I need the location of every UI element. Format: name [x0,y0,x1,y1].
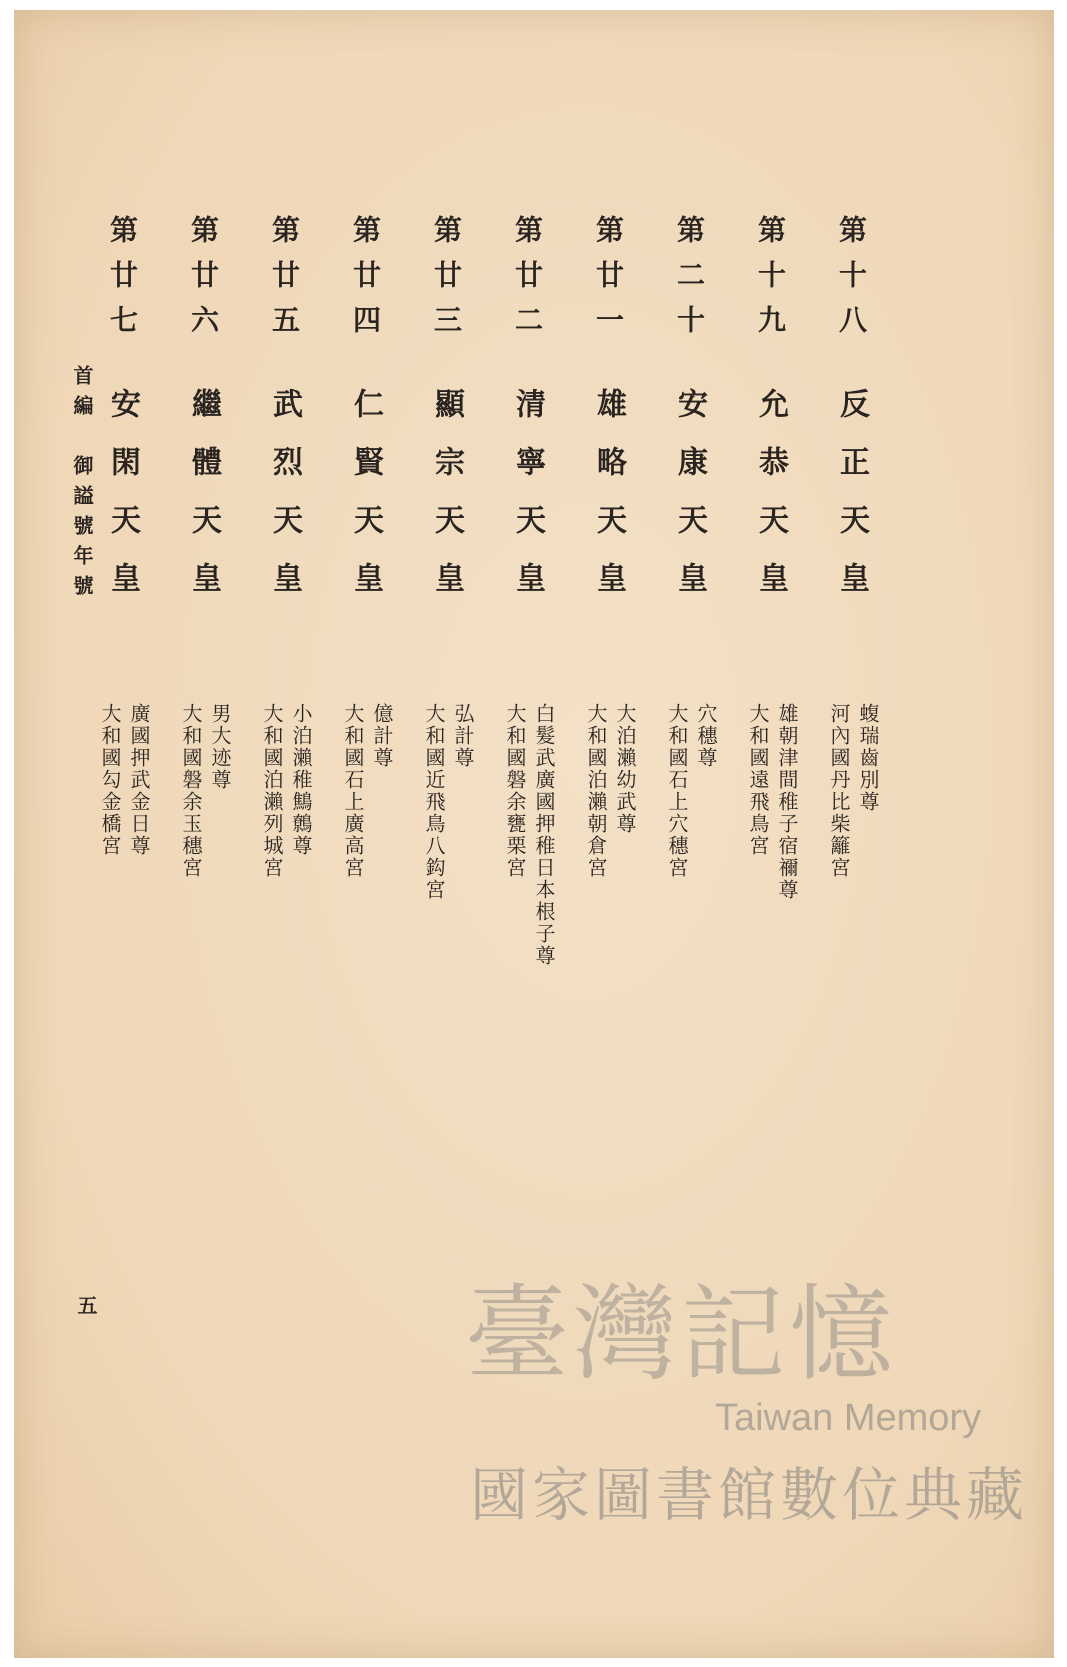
emperor-title: 億計尊 [370,703,394,769]
emperor-name: 顯宗天皇 [429,388,464,620]
emperor-palace: 大和國磐余甕栗宮 [503,703,527,879]
emperor-name: 安康天皇 [672,388,707,620]
emperor-palace: 大和國石上穴穗宮 [665,703,689,879]
emperor-order: 第廿四 [349,215,382,350]
emperor-title: 白髮武廣國押稚日本根子尊 [532,703,556,967]
emperor-order: 第廿七 [106,215,139,350]
emperor-order: 第廿五 [268,215,301,350]
emperor-title: 男大迹尊 [208,703,232,791]
emperor-palace: 大和國遠飛鳥宮 [746,703,770,857]
emperor-name: 雄略天皇 [591,388,626,620]
emperor-order: 第廿二 [511,215,544,350]
emperor-palace: 大和國磐余玉穗宮 [179,703,203,879]
emperor-order: 第二十 [673,215,706,350]
emperor-order: 第廿一 [592,215,625,350]
emperor-title: 蝮瑞齒別尊 [856,703,880,813]
emperor-name: 清寧天皇 [510,388,545,620]
emperor-order: 第廿三 [430,215,463,350]
emperor-palace: 河內國丹比柴籬宮 [827,703,851,879]
emperor-palace: 大和國石上廣高宮 [341,703,365,879]
emperor-palace: 大和國泊瀨朝倉宮 [584,703,608,879]
watermark-english: Taiwan Memory [715,1397,982,1439]
emperor-name: 繼體天皇 [186,388,221,620]
watermark-institution: 國家圖書館數位典藏 [470,1461,1029,1529]
emperor-title: 小泊瀨稚鷦鷯尊 [289,703,313,857]
emperor-title: 穴穗尊 [694,703,718,769]
watermark-logo: 臺灣記憶 [465,1273,898,1395]
page-number: 五 [74,1295,98,1315]
emperor-order: 第廿六 [187,215,220,350]
emperor-title: 弘計尊 [451,703,475,769]
emperor-title: 廣國押武金日尊 [127,703,151,857]
emperor-palace: 大和國泊瀨列城宮 [260,703,284,879]
emperor-name: 武烈天皇 [267,388,302,620]
emperor-order: 第十九 [754,215,787,350]
emperor-title: 雄朝津間稚子宿禰尊 [775,703,799,901]
emperor-palace: 大和國近飛鳥八鈎宮 [422,703,446,901]
emperor-title: 大泊瀨幼武尊 [613,703,637,835]
running-header: 首編 御謚號年號 [70,365,94,605]
emperor-name: 反正天皇 [834,388,869,620]
emperor-palace: 大和國勾金橋宮 [98,703,122,857]
emperor-name: 安閑天皇 [105,388,140,620]
emperor-order: 第十八 [835,215,868,350]
emperor-name: 仁賢天皇 [348,388,383,620]
emperor-name: 允恭天皇 [753,388,788,620]
